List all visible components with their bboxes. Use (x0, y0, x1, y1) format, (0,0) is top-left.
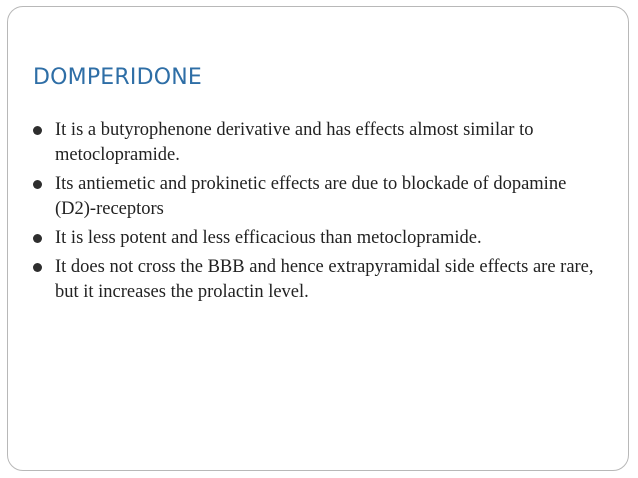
bullet-text: It is less potent and less efficacious than metoclopramide. (55, 228, 482, 248)
bullet-item (33, 172, 603, 222)
bullet-item (33, 226, 603, 251)
bullet-text: It is a butyrophenone derivative and has effects almost similar to metoclopramide. (55, 120, 534, 165)
bullet-text: It does not cross the BBB and hence extrapyramidal side effects are rare, but it increases the prolactin level. (55, 257, 594, 302)
bullet-text: Its antiemetic and prokinetic effects are due to blockade of dopamine (D2)-receptors (55, 174, 567, 219)
bullet-icon (33, 263, 42, 272)
bullet-icon (33, 126, 42, 135)
bullet-icon (33, 234, 42, 243)
bullet-icon (33, 180, 42, 189)
bullet-list (33, 118, 603, 309)
bullet-item (33, 118, 603, 168)
bullet-item (33, 255, 603, 305)
slide-title: DOMPERIDONE (33, 65, 202, 90)
